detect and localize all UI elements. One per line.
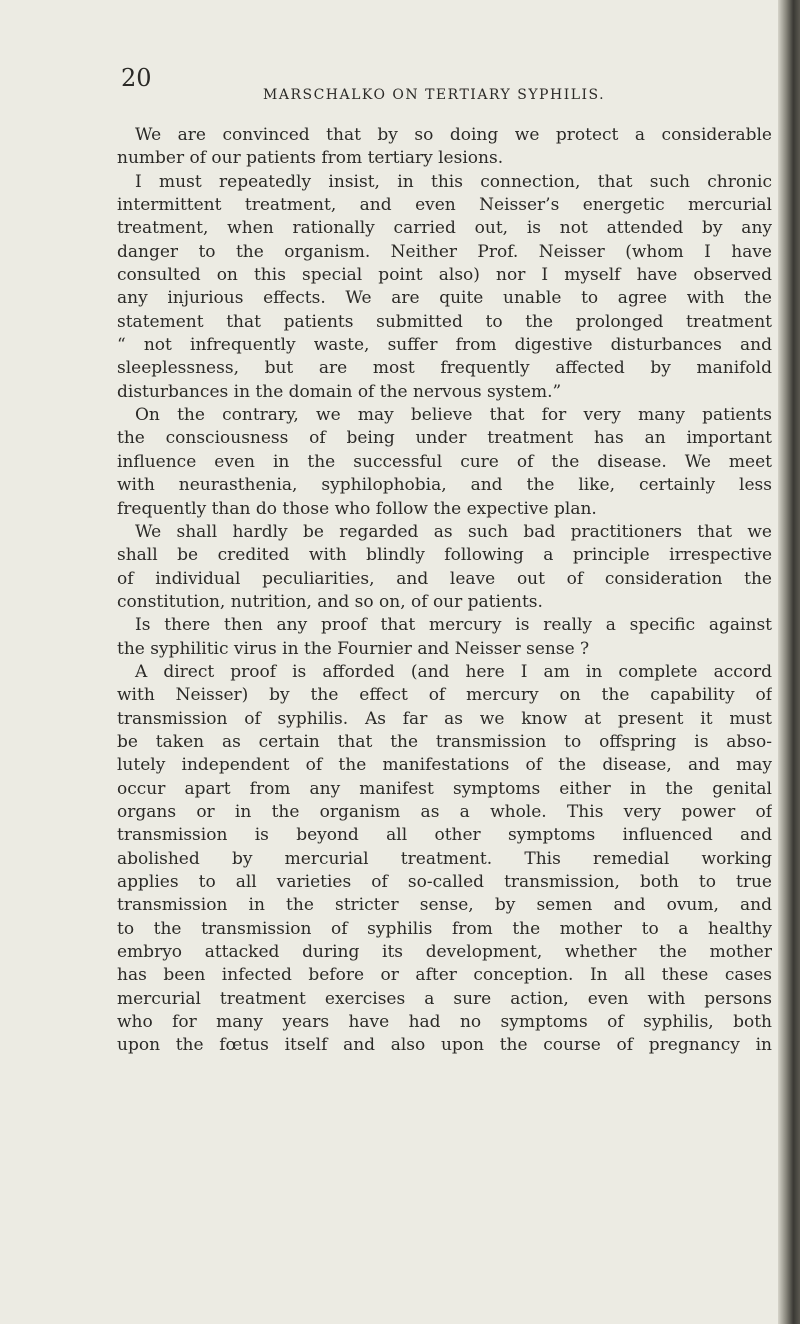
text-line: of individual peculiarities, and leave out of consideration the	[117, 568, 772, 589]
text-line: consulted on this special point also) nor I myself have observed	[117, 265, 772, 286]
text-line: has been infected before or after conception. In all these cases	[117, 965, 772, 986]
page-edge-shadow	[778, 0, 800, 1324]
text-line: transmission of syphilis. As far as we know at present it must	[117, 708, 772, 729]
text-line: the consciousness of being under treatment has an important	[117, 428, 772, 449]
text-line: applies to all varieties of so-called transmission, both to true	[117, 872, 772, 892]
text-line: abolished by mercurial treatment. This remedial working	[117, 848, 772, 869]
text-line: frequently than do those who follow the expective plan.	[117, 498, 597, 519]
text-line: disturbances in the domain of the nervous system.”	[117, 381, 562, 402]
text-line: influence even in the successful cure of the disease. We meet	[117, 451, 772, 472]
text-line: constitution, nutrition, and so on, of our patients.	[117, 591, 543, 612]
text-line: transmission in the stricter sense, by semen and ovum, and	[117, 895, 772, 916]
text-line: intermittent treatment, and even Neisser’s energetic mercurial	[117, 195, 772, 216]
text-line: A direct proof is afforded (and here I am in complete accord	[135, 661, 772, 682]
text-line: the syphilitic virus in the Fournier and Neisser sense ?	[117, 638, 590, 659]
text-line: Is there then any proof that mercury is really a specific against	[135, 615, 772, 636]
text-line: sleeplessness, but are most frequently affected by manifold	[117, 358, 772, 379]
text-line: danger to the organism. Neither Prof. Neisser (whom I have	[117, 241, 772, 262]
text-line: shall be credited with blindly following a principle irrespective	[117, 545, 772, 566]
text-line: with Neisser) by the effect of mercury on the capability of	[117, 685, 772, 706]
running-head: MARSCHALKO ON TERTIARY SYPHILIS.	[263, 87, 606, 103]
body-text	[117, 124, 772, 1058]
text-line: occur apart from any manifest symptoms either in the genital	[117, 778, 772, 799]
text-line: upon the fœtus itself and also upon the course of pregnancy in	[117, 1035, 772, 1056]
text-line: mercurial treatment exercises a sure action, even with persons	[117, 988, 772, 1009]
text-line: number of our patients from tertiary lesions.	[117, 148, 504, 169]
text-line: On the contrary, we may believe that for very many patients	[135, 405, 772, 426]
text-line: We are convinced that by so doing we protect a considerable	[135, 125, 772, 145]
text-line: treatment, when rationally carried out, is not attended by any	[117, 218, 772, 239]
text-line: organs or in the organism as a whole. This very power of	[117, 801, 772, 822]
text-line: to the transmission of syphilis from the mother to a healthy	[117, 918, 772, 939]
text-line: any injurious effects. We are quite unable to agree with the	[117, 288, 772, 309]
text-line: I must repeatedly insist, in this connection, that such chronic	[135, 171, 772, 192]
text-line: statement that patients submitted to the prolonged treatment	[117, 311, 772, 332]
text-line: “ not infrequently waste, suffer from digestive disturbances and	[117, 335, 772, 356]
text-line: embryo attacked during its development, whether the mother	[117, 942, 772, 963]
text-line: who for many years have had no symptoms of syphilis, both	[117, 1012, 772, 1033]
page-number: 20	[121, 64, 152, 92]
text-line: We shall hardly be regarded as such bad practitioners that we	[135, 521, 772, 542]
text-line: transmission is beyond all other symptoms influenced and	[117, 825, 772, 846]
text-line: lutely independent of the manifestations of the disease, and may	[117, 755, 772, 776]
text-line: with neurasthenia, syphilophobia, and the like, certainly less	[117, 475, 772, 496]
text-line: be taken as certain that the transmission to offspring is abso-	[117, 731, 772, 752]
